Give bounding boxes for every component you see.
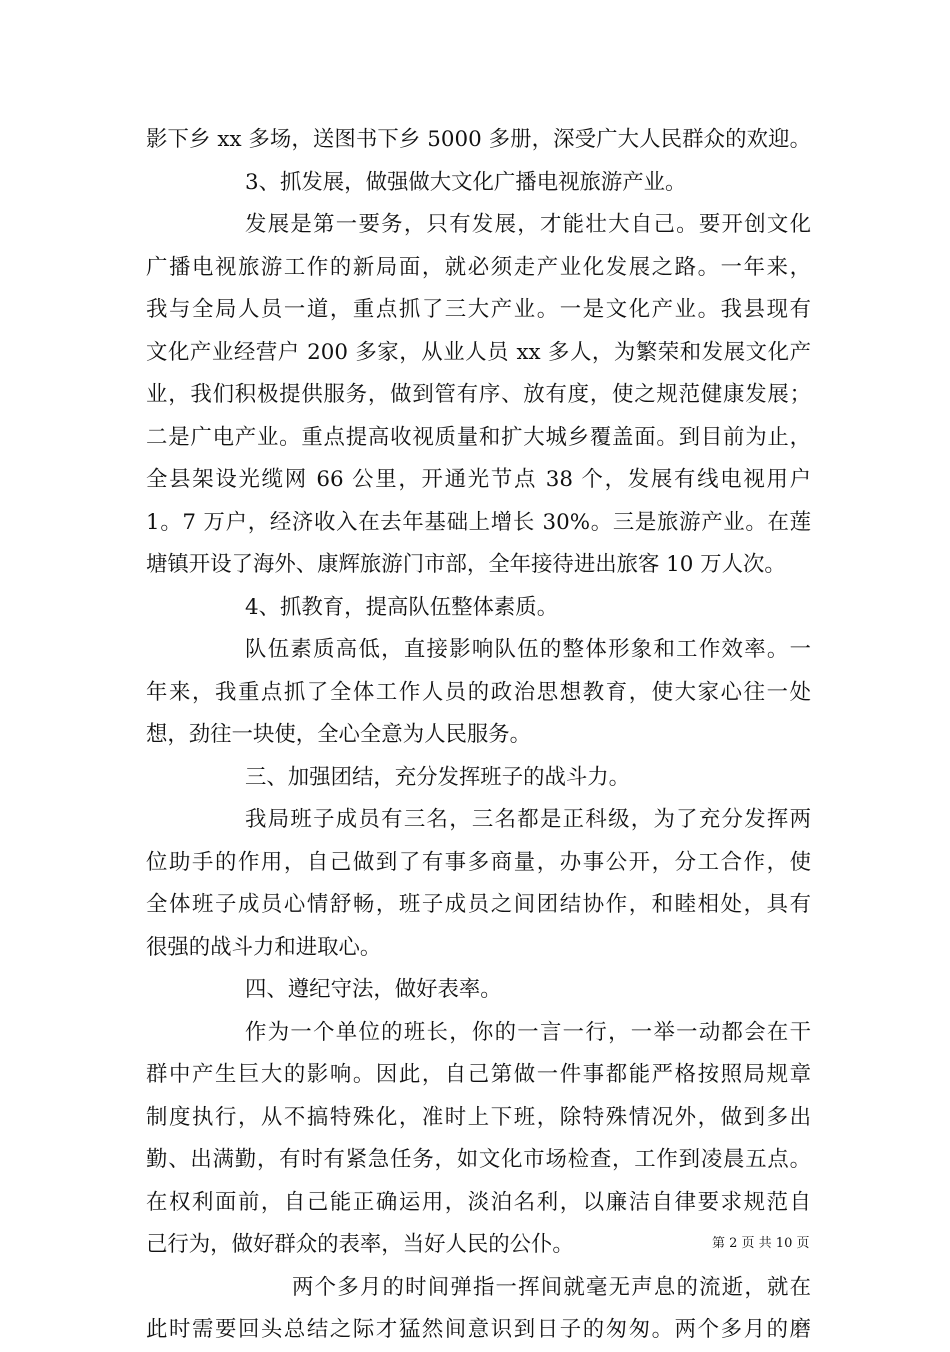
text-line: 群中产生巨大的影响。因此，自己第做一件事都能严格按照局规章 [146, 1062, 811, 1087]
text-line: 在权利面前，自己能正确运用，淡泊名利，以廉洁自律要求规范自 [146, 1189, 811, 1215]
text-line: 影下乡 xx 多场，送图书下乡 5000 多册，深受广大人民群众的欢迎。 [146, 127, 811, 152]
text-line: 二是广电产业。重点提高收视质量和扩大城乡覆盖面。到目前为止， [146, 424, 811, 450]
section-heading: 3、抓发展，做强做大文化广播电视旅游产业。 [245, 169, 687, 195]
body-text [146, 119, 811, 1352]
paragraph-first-line: 发展是第一要务，只有发展，才能壮大自己。要开创文化 [245, 212, 811, 237]
text-line: 想，劲往一块使，全心全意为人民服务。 [146, 722, 532, 747]
text-line: 位助手的作用，自己做到了有事多商量，办事公开，分工合作，使 [146, 849, 811, 875]
text-line: 勤、出满勤，有时有紧急任务，如文化市场检查，工作到凌晨五点。 [146, 1147, 811, 1172]
text-line: 文化产业经营户 200 多家，从业人员 xx 多人，为繁荣和发展文化产 [146, 339, 811, 365]
paragraph-first-line: 我局班子成员有三名，三名都是正科级，为了充分发挥两 [245, 807, 811, 832]
text-line: 己行为，做好群众的表率，当好人民的公仆。 [146, 1232, 574, 1257]
text-line: 塘镇开设了海外、康辉旅游门市部，全年接待进出旅客 10 万人次。 [146, 552, 786, 577]
text-line: 制度执行，从不搞特殊化，准时上下班，除特殊情况外，做到多出 [146, 1104, 811, 1130]
text-line: 业，我们积极提供服务，做到管有序、放有度，使之规范健康发展； [146, 382, 811, 407]
section-heading: 三、加强团结，充分发挥班子的战斗力。 [245, 764, 631, 790]
paragraph-first-line: 两个多月的时间弹指一挥间就毫无声息的流逝，就在 [292, 1274, 811, 1300]
text-line: 此时需要回头总结之际才猛然间意识到日子的匆匆。两个多月的磨 [146, 1317, 811, 1342]
text-line: 广播电视旅游工作的新局面，就必须走产业化发展之路。一年来， [146, 254, 811, 280]
text-line: 1。7 万户，经济收入在去年基础上增长 30%。三是旅游产业。在莲 [146, 509, 811, 535]
text-line: 全体班子成员心情舒畅，班子成员之间团结协作，和睦相处，具有 [146, 892, 811, 917]
section-heading: 四、遵纪守法，做好表率。 [245, 977, 502, 1002]
paragraph-first-line: 队伍素质高低，直接影响队伍的整体形象和工作效率。一 [245, 637, 811, 662]
text-line: 年来，我重点抓了全体工作人员的政治思想教育，使大家心往一处 [146, 679, 811, 705]
text-line: 全县架设光缆网 66 公里，开通光节点 38 个，发展有线电视用户 [146, 467, 811, 492]
page-number-footer: 第 2 页 共 10 页 [712, 1236, 810, 1251]
text-line: 很强的战斗力和进取心。 [146, 934, 382, 960]
paragraph-first-line: 作为一个单位的班长，你的一言一行，一举一动都会在干 [245, 1019, 811, 1045]
text-line: 我与全局人员一道，重点抓了三大产业。一是文化产业。我县现有 [146, 297, 811, 322]
section-heading: 4、抓教育，提高队伍整体素质。 [245, 594, 559, 620]
